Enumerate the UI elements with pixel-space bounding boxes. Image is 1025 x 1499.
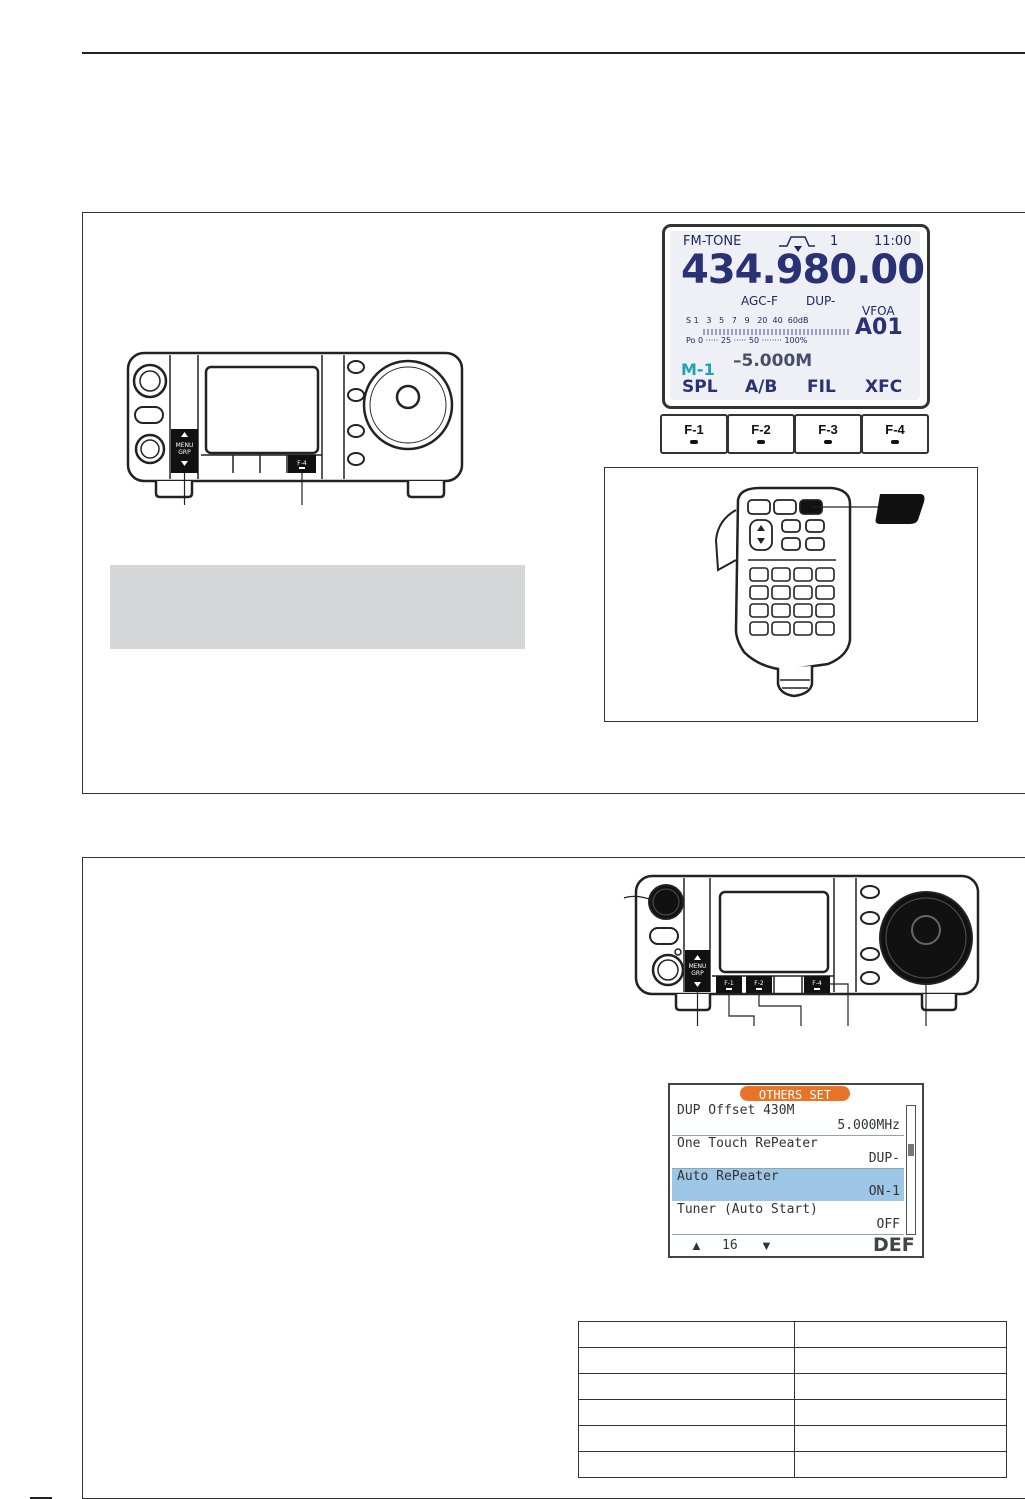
lcd-vfo: VFOA	[862, 304, 895, 318]
page-down-icon[interactable]: ▼	[760, 1238, 773, 1253]
svg-text:F-4: F-4	[297, 460, 307, 467]
svg-text:GRP: GRP	[178, 449, 191, 456]
svg-text:MENU: MENU	[688, 963, 707, 970]
lcd-offset: –5.000M	[733, 351, 813, 371]
table-row	[579, 1400, 1007, 1426]
others-set-title: OTHERS SET	[740, 1086, 850, 1101]
lcd-meter-bar	[703, 329, 851, 335]
f3-key[interactable]: F-3	[794, 414, 862, 454]
setting-table	[578, 1321, 1007, 1478]
svg-text:MENU: MENU	[175, 442, 194, 449]
lcd-po-scale: Po 0 ····· 25 ····· 50 ········ 100%	[686, 336, 808, 345]
lcd-mode: FM-TONE	[683, 234, 742, 249]
menu-item-dup-offset[interactable]: DUP Offset 430M 5.000MHz	[672, 1103, 904, 1136]
lcd-frequency: 434.980.00	[681, 247, 925, 293]
lcd-display	[662, 224, 930, 409]
f4-key[interactable]: F-4	[861, 414, 929, 454]
lcd-function-xfc: XFC	[865, 377, 903, 397]
header-rule	[82, 52, 1025, 54]
lcd-function-ab: A/B	[745, 377, 778, 397]
transceiver-front-panel-2	[622, 870, 982, 1030]
lcd-agc: AGC-F	[741, 294, 778, 308]
note-box	[110, 565, 525, 649]
lcd-function-fil: FIL	[807, 377, 836, 397]
svg-text:F-4: F-4	[812, 980, 822, 987]
lcd-clock: 11:00	[874, 234, 912, 249]
lcd-duplex: DUP-	[806, 294, 836, 308]
table-row	[579, 1426, 1007, 1452]
lcd-s-scale: S 1 3 5 7 9 20 40 60dB	[686, 316, 809, 325]
lcd-memory-channel: A01	[855, 315, 903, 340]
svg-text:F-2: F-2	[754, 980, 764, 987]
table-row	[579, 1374, 1007, 1400]
menu-scrollbar-thumb[interactable]	[908, 1144, 914, 1156]
f1-key[interactable]: F-1	[660, 414, 728, 454]
page-up-icon[interactable]: ▲	[690, 1238, 703, 1253]
page-number: 16	[722, 1238, 738, 1253]
hand-microphone-illustration	[700, 480, 940, 705]
menu-item-tuner-auto-start[interactable]: Tuner (Auto Start) OFF	[672, 1202, 904, 1235]
table-row	[579, 1322, 1007, 1348]
lcd-memory-label: M-1	[681, 360, 715, 379]
others-set-display	[668, 1083, 924, 1258]
lcd-filter-number: 1	[830, 234, 839, 249]
default-label[interactable]: DEF	[873, 1234, 915, 1256]
table-row	[579, 1452, 1007, 1478]
transceiver-front-panel-1	[118, 345, 470, 520]
table-row	[579, 1348, 1007, 1374]
menu-scrollbar[interactable]	[906, 1105, 916, 1235]
lcd-function-spl: SPL	[682, 377, 718, 397]
svg-text:GRP: GRP	[691, 970, 704, 977]
menu-item-auto-repeater[interactable]: Auto RePeater ON-1	[672, 1169, 904, 1201]
f2-key[interactable]: F-2	[727, 414, 795, 454]
svg-text:F-1: F-1	[724, 980, 734, 987]
menu-item-one-touch-repeater[interactable]: One Touch RePeater DUP-	[672, 1136, 904, 1169]
